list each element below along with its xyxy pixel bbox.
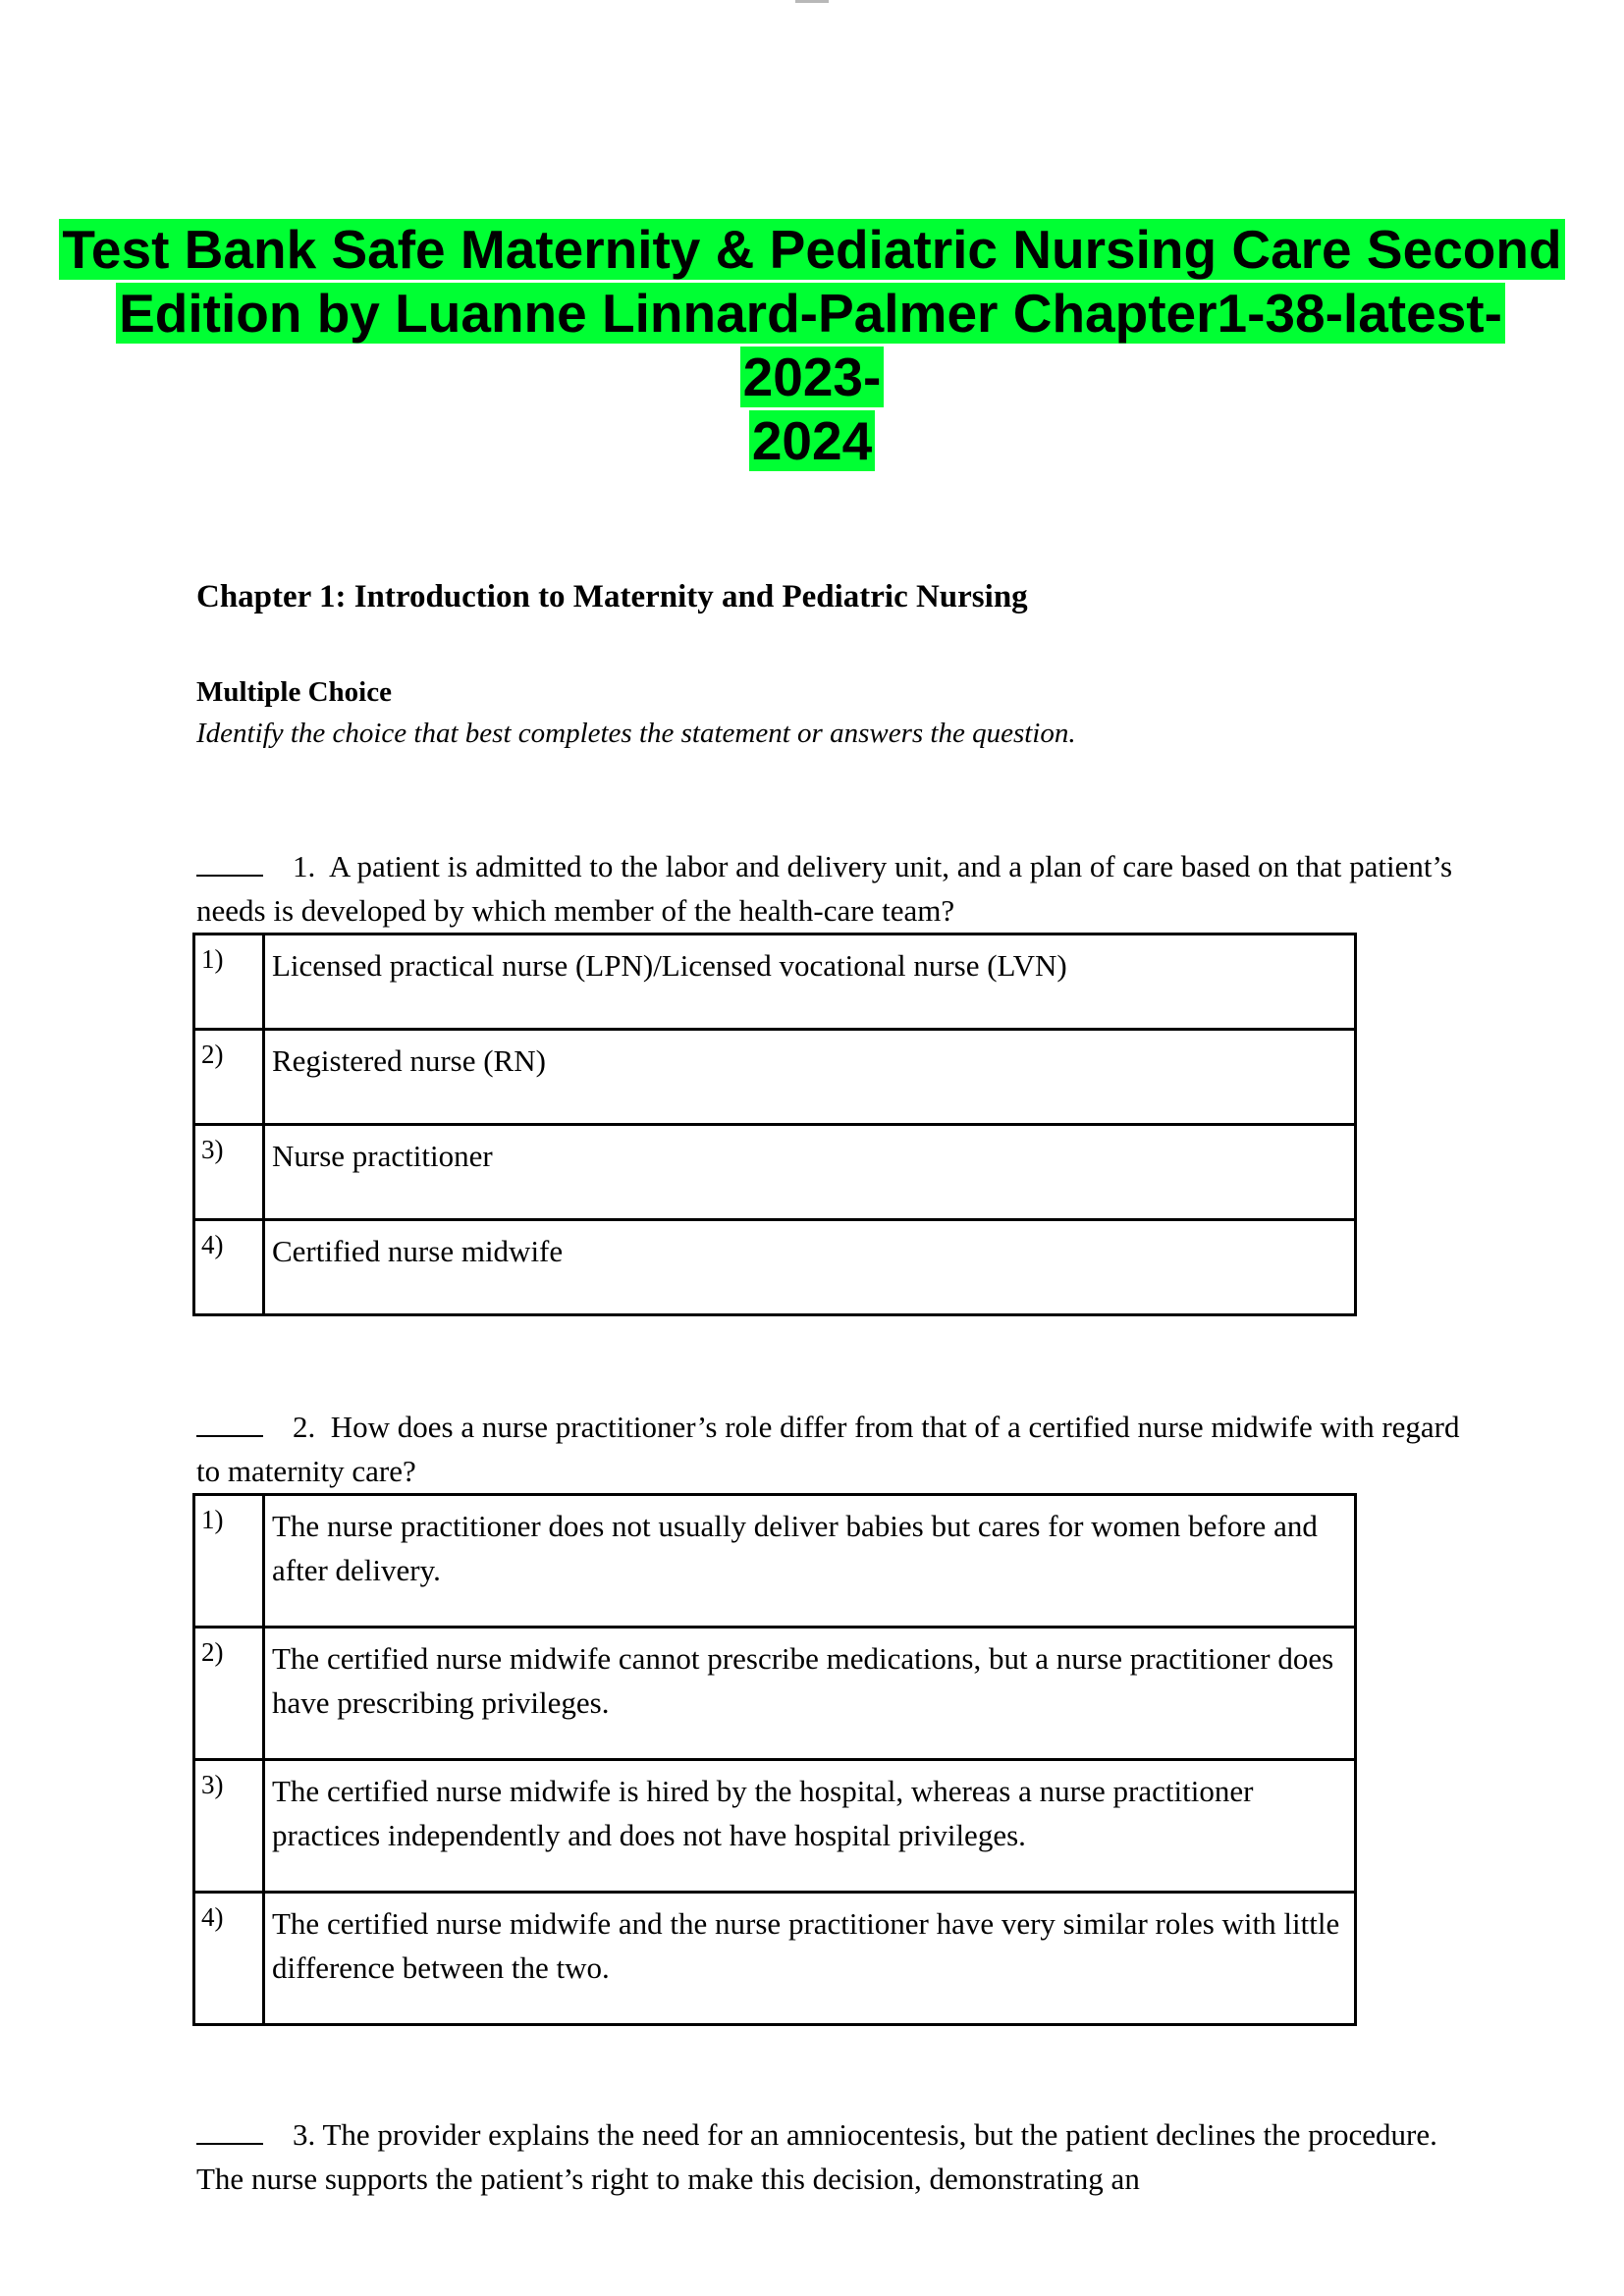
section-heading: Multiple Choice [196, 676, 392, 708]
choice-text: Licensed practical nurse (LPN)/Licensed vocational nurse (LVN) [264, 934, 1356, 1030]
question-number: 3. [293, 2117, 316, 2152]
chapter-heading: Chapter 1: Introduction to Maternity and Pediatric Nursing [196, 579, 1028, 614]
choices-table-q1 [192, 933, 1357, 1316]
choice-label: 1) [194, 934, 264, 1030]
choice-label: 1) [194, 1495, 264, 1628]
choice-row [194, 1495, 1356, 1628]
choice-row [194, 1893, 1356, 2025]
choice-row [194, 934, 1356, 1030]
choice-label: 4) [194, 1220, 264, 1315]
choice-text: The nurse practitioner does not usually deliver babies but cares for women before and after delivery. [264, 1495, 1356, 1628]
choice-text: Nurse practitioner [264, 1125, 1356, 1220]
question-3 [196, 2112, 1473, 2201]
choice-text: The certified nurse midwife and the nurse practitioner have very similar roles with little difference between the two. [264, 1893, 1356, 2025]
question-text: A patient is admitted to the labor and delivery unit, and a plan of care based on that patient’s needs is developed by which member of the health-care team? [196, 849, 1453, 928]
choice-text: Registered nurse (RN) [264, 1030, 1356, 1125]
choice-label: 3) [194, 1125, 264, 1220]
choices-table-q2 [192, 1493, 1357, 2026]
question-text: The provider explains the need for an amniocentesis, but the patient declines the procedure. The nurse supports the patient’s right to make this decision, demonstrating an [196, 2117, 1437, 2196]
choice-row [194, 1125, 1356, 1220]
choice-label: 2) [194, 1030, 264, 1125]
answer-blank [196, 2117, 263, 2145]
header-mark [795, 0, 829, 3]
instructions: Identify the choice that best completes the statement or answers the question. [196, 718, 1076, 749]
document-title-line-1: Test Bank Safe Maternity & Pediatric Nursing Care Second [59, 219, 1564, 280]
choice-row [194, 1220, 1356, 1315]
choice-text: The certified nurse midwife is hired by the hospital, whereas a nurse practitioner practices independently and does not have hospital privileges. [264, 1760, 1356, 1893]
choice-label: 4) [194, 1893, 264, 2025]
choice-label: 3) [194, 1760, 264, 1893]
answer-blank [196, 1410, 263, 1437]
question-2 [196, 1405, 1473, 1493]
document-title-line-3: 2024 [749, 410, 875, 471]
document-title [49, 218, 1575, 473]
question-text: How does a nurse practitioner’s role differ from that of a certified nurse midwife with regard to maternity care? [196, 1410, 1460, 1488]
choice-row [194, 1030, 1356, 1125]
choice-text: The certified nurse midwife cannot prescribe medications, but a nurse practitioner does have prescribing privileges. [264, 1628, 1356, 1760]
choice-row [194, 1760, 1356, 1893]
choice-label: 2) [194, 1628, 264, 1760]
question-1 [196, 844, 1473, 933]
choice-row [194, 1628, 1356, 1760]
document-title-line-2: Edition by Luanne Linnard-Palmer Chapter1-38-latest-2023- [116, 283, 1505, 407]
question-number: 1. [293, 849, 316, 883]
question-number: 2. [293, 1410, 316, 1444]
answer-blank [196, 849, 263, 877]
choice-text: Certified nurse midwife [264, 1220, 1356, 1315]
